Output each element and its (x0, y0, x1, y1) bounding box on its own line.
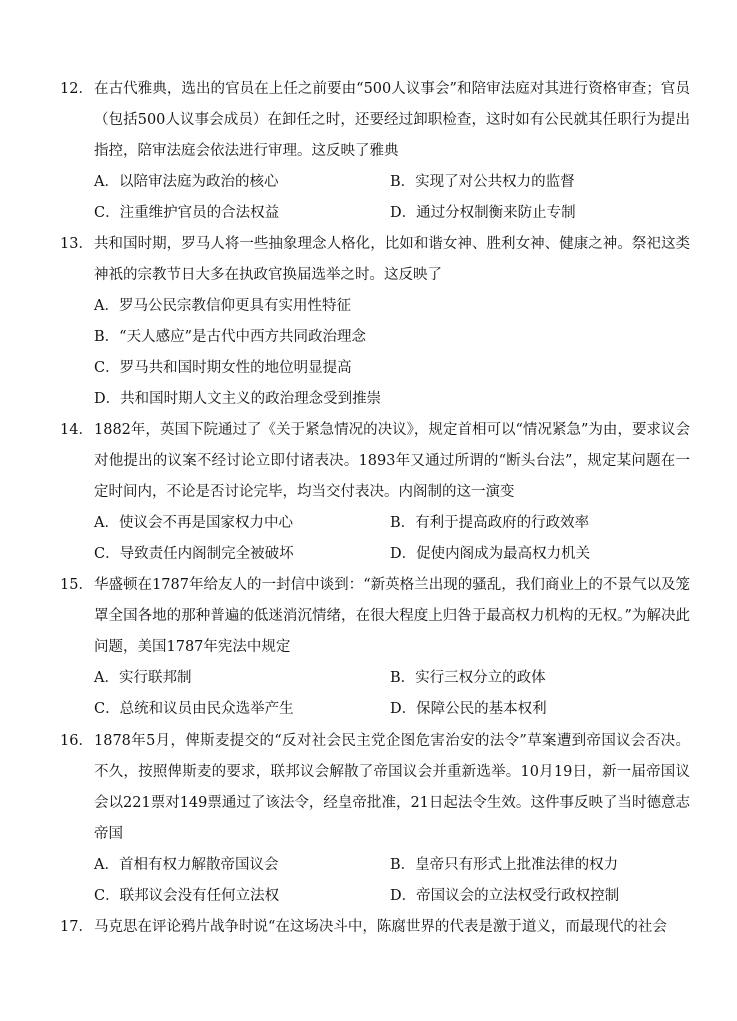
question-15 (60, 570, 690, 725)
option-b: B．有利于提高政府的行政效率 (390, 515, 590, 531)
question-text: 华盛顿在1787年给友人的一封信中谈到：“新英格兰出现的骚乱，我们商业上的不景气以及笼罩全国各地的那种普遍的低迷消沉情绪，在很大程度上归咎于最高权力机构的无权。”为解决此问题，美国1787年宪法中规定 (94, 577, 690, 655)
option-a: A．罗马公民宗教信仰更具有实用性特征 (94, 298, 351, 314)
option-c: C．罗马共和国时期女性的地位明显提高 (94, 360, 352, 376)
option-b: B．实行三权分立的政体 (390, 670, 546, 686)
option-a: A．以陪审法庭为政治的核心 (94, 174, 279, 190)
question-number: 14． (60, 422, 93, 438)
question-stem (60, 415, 690, 508)
question-text: 1878年5月，俾斯麦提交的“反对社会民主党企图危害治安的法令”草案遭到帝国议会否决。不久，按照俾斯麦的要求，联邦议会解散了帝国议会并重新选举。10月19日，新一届帝国议会以221票对149票通过了该法令，经皇帝批准，21日起法令生效。这件事反映了当时德意志帝国 (94, 733, 690, 842)
option-b: B．实现了对公共权力的监督 (390, 174, 575, 190)
question-number: 16． (60, 733, 93, 749)
option-d: D．通过分权制衡来防止专制 (390, 205, 576, 221)
options (60, 291, 690, 415)
question-number: 13． (60, 236, 93, 252)
question-12 (60, 74, 690, 229)
question-number: 12． (60, 81, 93, 97)
option-a: A．实行联邦制 (94, 670, 192, 686)
question-stem (60, 726, 690, 850)
option-a: A．首相有权力解散帝国议会 (94, 857, 279, 873)
question-17 (60, 912, 690, 943)
question-16 (60, 726, 690, 912)
question-stem (60, 570, 690, 663)
option-c: C．联邦议会没有任何立法权 (94, 888, 280, 904)
question-number: 15． (60, 577, 93, 593)
question-text: 马克思在评论鸦片战争时说“在这场决斗中，陈腐世界的代表是激于道义，而最现代的社会 (94, 919, 667, 935)
options (60, 167, 690, 229)
options (60, 663, 690, 725)
option-b: B．“天人感应”是古代中西方共同政治理念 (94, 329, 366, 345)
question-stem (60, 912, 690, 943)
question-13 (60, 229, 690, 415)
options (60, 850, 690, 912)
option-a: A．使议会不再是国家权力中心 (94, 515, 293, 531)
option-d: D．保障公民的基本权利 (390, 701, 547, 717)
option-c: C．注重维护官员的合法权益 (94, 205, 280, 221)
question-text: 共和国时期，罗马人将一些抽象理念人格化，比如和谐女神、胜利女神、健康之神。祭祀这类神祇的宗教节日大多在执政官换届选举之时。这反映了 (94, 236, 690, 283)
option-d: D．共和国时期人文主义的政治理念受到推崇 (94, 391, 382, 407)
question-stem (60, 74, 690, 167)
question-number: 17． (60, 919, 93, 935)
option-d: D．帝国议会的立法权受行政权控制 (390, 888, 620, 904)
option-d: D．促使内阁成为最高权力机关 (390, 546, 591, 562)
question-14 (60, 415, 690, 570)
question-text: 1882年，英国下院通过了《关于紧急情况的决议》，规定首相可以“情况紧急”为由，要求议会对他提出的议案不经讨论立即付诸表决。1893年又通过所谓的“断头台法”，规定某问题在一定时间内，不论是否讨论完毕，均当交付表决。内阁制的这一演变 (94, 422, 690, 500)
option-c: C．总统和议员由民众选举产生 (94, 701, 294, 717)
question-text: 在古代雅典，选出的官员在上任之前要由“500人议事会”和陪审法庭对其进行资格审查；官员（包括500人议事会成员）在卸任之时，还要经过卸职检查，这时如有公民就其任职行为提出指控，陪审法庭会依法进行审理。这反映了雅典 (94, 81, 690, 159)
options (60, 508, 690, 570)
option-b: B．皇帝只有形式上批准法律的权力 (390, 857, 619, 873)
question-stem (60, 229, 690, 291)
option-c: C．导致责任内阁制完全被破坏 (94, 546, 294, 562)
